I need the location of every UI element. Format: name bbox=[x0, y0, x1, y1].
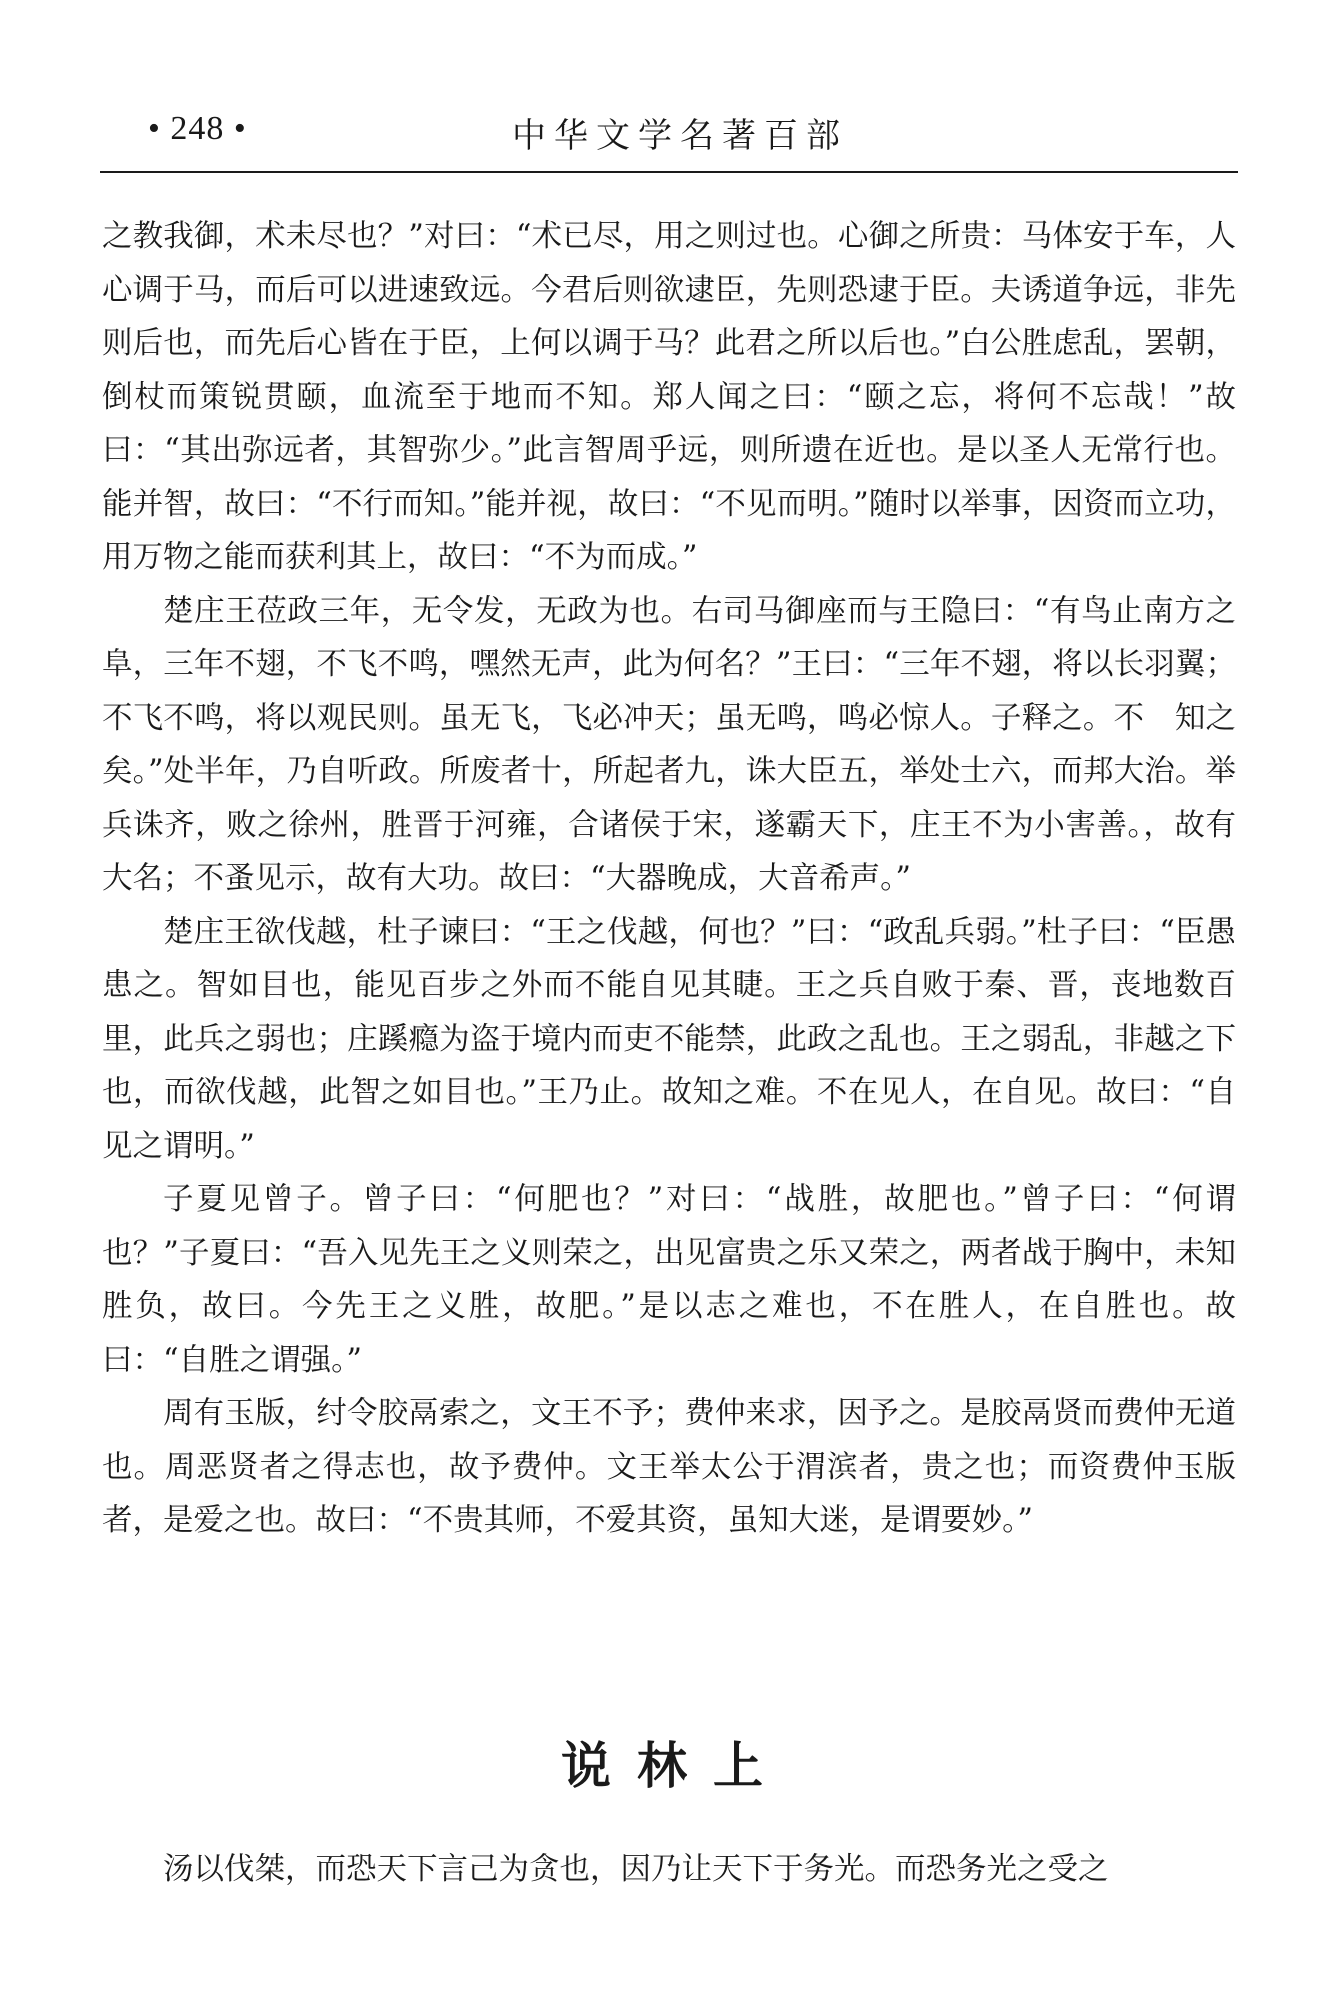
page-header bbox=[100, 108, 1238, 170]
section-text bbox=[102, 1843, 1236, 1897]
section-title: 说林上 bbox=[561, 1737, 789, 1795]
paragraph: 楚庄王莅政三年，无令发，无政为也。右司马御座而与王隐曰：“有鸟止南方之阜，三年不翅，不飞不鸣，嘿然无声，此为何名？”王曰：“三年不翅，将以长羽翼；不飞不鸣，将以观民则。虽无飞，飞必冲天；虽无鸣，鸣必惊人。子释之。不 知之矣。”处半年，乃自听政。所废者十，所起者九，诛大臣五，举处士六，而邦大治。举兵诛齐，败之徐州，胜晋于河雍，合诸侯于宋，遂霸天下，庄王不为小害善。，故有大名；不蚤见示，故有大功。故曰：“大器晚成，大音希声。” bbox=[102, 593, 1236, 896]
page-number: • 248 • bbox=[148, 110, 247, 147]
paragraph: 汤以伐桀，而恐天下言己为贪也，因乃让天下于务光。而恐务光之受之 bbox=[163, 1852, 1109, 1887]
running-title: 中华文学名著百部 bbox=[512, 116, 848, 156]
paragraph: 周有玉版，纣令胶鬲索之，文王不予；费仲来求，因予之。是胶鬲贤而费仲无道也。周恶贤者之得志也，故予费仲。文王举太公于渭滨者，贵之也；而资费仲玉版者，是爱之也。故曰：“不贵其师，不爱其资，虽知大迷，是谓要妙。” bbox=[102, 1396, 1236, 1538]
body-text bbox=[102, 210, 1236, 1548]
paragraph: 子夏见曾子。曾子曰：“何肥也？”对曰：“战胜，故肥也。”曾子曰：“何谓也？”子夏曰：“吾入见先王之义则荣之，出见富贵之乐又荣之，两者战于胸中，未知胜负，故曰。今先王之义胜，故肥。”是以志之难也，不在胜人，在自胜也。故曰：“自胜之谓强。” bbox=[102, 1182, 1236, 1378]
paragraph: 之教我御，术未尽也？”对曰：“术已尽，用之则过也。心御之所贵：马体安于车，人心调于马，而后可以进速致远。今君后则欲逮臣，先则恐逮于臣。夫诱道争远，非先则后也，而先后心皆在于臣，上何以调于马？此君之所以后也。”白公胜虑乱，罢朝，倒杖而策锐贯颐，血流至于地而不知。郑人闻之曰：“颐之忘，将何不忘哉！”故曰：“其出弥远者，其智弥少。”此言智周乎远，则所遗在近也。是以圣人无常行也。能并智，故曰：“不行而知。”能并视，故曰：“不见而明。”随时以举事，因资而立功，用万物之能而获利其上，故曰：“不为而成。” bbox=[102, 219, 1236, 575]
paragraph: 楚庄王欲伐越，杜子谏曰：“王之伐越，何也？”曰：“政乱兵弱。”杜子曰：“臣愚患之。智如目也，能见百步之外而不能自见其睫。王之兵自败于秦、晋，丧地数百里，此兵之弱也；庄蹊瘾为盗于境内而吏不能禁，此政之乱也。王之弱乱，非越之下也，而欲伐越，此智之如目也。”王乃止。故知之难。不在见人，在自见。故曰：“自见之谓明。” bbox=[102, 914, 1236, 1164]
header-rule bbox=[100, 171, 1238, 173]
